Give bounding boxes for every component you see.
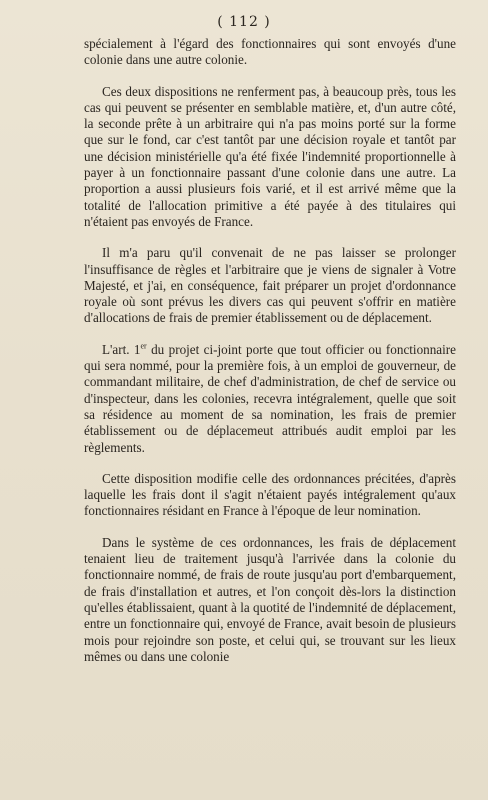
ordinal-superscript: er (140, 341, 147, 351)
paragraph-2: Ces deux dispositions ne renferment pas, à beaucoup près, tous les cas qui peuvent se présenter en semblable matière, et, d'un autre côté, la seconde prête à un arbitraire qui n'a pas moins porté sur la forme que sur le fond, car c'est tantôt par une décision royale et tantôt par une décision ministérielle qu'a été fixée l'indemnité proportionnelle à payer à un fonctionnaire passant d'une colonie dans une autre. La proportion a aussi plusieurs fois varié, et il est arrivé même que la totalité de l'allocation primitive a été payée à des titulaires qui n'étaient pas envoyés de France. (84, 83, 456, 229)
article-reference: L'art. 1 (102, 341, 141, 357)
page-number: ( 112 ) (217, 14, 271, 30)
paragraph-5: Cette disposition modifie celle des ordonnances précitées, d'après laquelle les frais dont il s'agit n'étaient payés intégralement qu'aux fonctionnaires résidant en France à l'époque de leur nomination. (84, 470, 456, 519)
paragraph-4 (84, 342, 456, 456)
paragraph-6: Dans le système de ces ordonnances, les frais de déplacement tenaient lieu de traitement jusqu'à l'arrivée dans la colonie du fonctionnaire nommé, de frais de route jusqu'au port d'embarquement, de frais d'installation et autres, et l'on conçoit dès-lors la distinction qu'elles établissaient, quant à la quotité de l'indemnité de déplacement, entre un fonctionnaire qui, envoyé de France, avait besoin de plusieurs mois pour rejoindre son poste, et celui qui, se trouvant sur les lieux mêmes ou dans une colonie (84, 534, 456, 664)
paragraph-3: Il m'a paru qu'il convenait de ne pas laisser se prolonger l'insuffisance de règles et l'arbitraire que je viens de signaler à Votre Majesté, et j'ai, en conséquence, fait préparer un projet d'ordonnance royale où sont prévus les divers cas qui peuvent s'offrir en matière d'allocations de frais de premier établissement ou de déplacement. (84, 245, 456, 326)
body-text (84, 36, 456, 680)
paragraph-1: spécialement à l'égard des fonctionnaires qui sont envoyés d'une colonie dans une autre colonie. (84, 36, 456, 68)
paragraph-4-text: du projet ci-joint porte que tout officier ou fonctionnaire qui sera nommé, pour la première fois, à un emploi de gouverneur, de commandant militaire, de chef d'administration, de chef de service ou d'inspecteur, dans les colonies, recevra intégralement, quelle que soit sa résidence au moment de sa nomination, les frais de premier établissement ou de déplacemeut attribués audit emploi par les règlements. (84, 341, 456, 455)
